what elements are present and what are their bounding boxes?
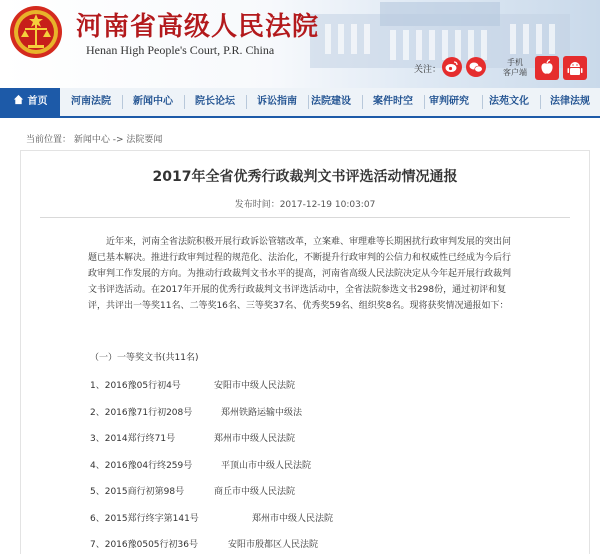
nav-item-news-center[interactable]: 新闻中心 — [133, 96, 173, 107]
android-icon[interactable] — [563, 56, 587, 80]
court-emblem-icon — [8, 4, 64, 60]
nav-item-laws-regulations[interactable]: 法律法规 — [550, 96, 590, 107]
home-icon — [13, 94, 24, 105]
site-header — [0, 0, 600, 88]
site-title: 河南省高级人民法院 — [76, 12, 320, 42]
article-title: 2017年全省优秀行政裁判文书评选活动情况通报 — [152, 169, 458, 185]
follow-label: 关注： — [414, 65, 442, 75]
mobile-label-line2: 客户端 — [503, 68, 527, 77]
main-nav — [0, 88, 600, 118]
nav-item-court-culture[interactable]: 法苑文化 — [489, 96, 529, 107]
nav-label-home: 首页 — [27, 96, 48, 107]
award-case-number: 3、2014郑行终71号 — [90, 434, 176, 444]
nav-item-litigation-guide[interactable]: 诉讼指南 — [257, 96, 297, 107]
award-case-number: 2、2016豫71行初208号 — [90, 408, 193, 418]
wechat-icon[interactable] — [466, 57, 486, 77]
section-heading: （一）一等奖文书(共11名) — [90, 353, 199, 363]
breadcrumb-prefix: 当前位置： — [26, 135, 72, 145]
award-court: 安阳市中级人民法院 — [214, 381, 296, 391]
apple-icon[interactable] — [535, 56, 559, 80]
mobile-label-line1: 手机 — [507, 58, 523, 67]
article-paragraph-text: 近年来，河南全省法院积极开展行政诉讼管辖改革，立案难、审理难等长期困扰行政审判发展的突出问题已基本解决。推进行政审判过程的规范化、法治化，不断提升行政审判的公信力和权威性已经成为今后行政审判工作发展的方向。为推动行政裁判文书水平的提高，河南省高级人民法院决定从今年起开展行政裁判文书评选活动。在2017年开展的优秀行政裁判文书评选活动中，全省法院参选文书298份，通过初评和复评，共评出一等奖11名、二等奖16名、三等奖37名、优秀奖59名、组织奖8名。现将获奖情况通报如下： — [88, 237, 512, 311]
award-case-number: 4、2016豫04行终259号 — [90, 461, 193, 471]
award-court: 郑州市中级人民法院 — [214, 434, 296, 444]
nav-item-president-forum[interactable]: 院长论坛 — [195, 96, 235, 107]
nav-item-home[interactable] — [0, 88, 60, 116]
nav-divider — [184, 95, 185, 109]
nav-item-henan-courts[interactable]: 河南法院 — [71, 96, 111, 107]
nav-item-trial-research[interactable]: 审判研究 — [429, 96, 469, 107]
breadcrumb-link-news-center[interactable]: 新闻中心 — [73, 135, 110, 145]
nav-divider — [246, 95, 247, 109]
breadcrumb-separator: -> — [109, 135, 127, 145]
award-case-number: 1、2016豫05行初4号 — [90, 381, 181, 391]
nav-divider — [122, 95, 123, 109]
award-case-number: 5、2015商行初第98号 — [90, 487, 185, 497]
nav-item-court-construction[interactable]: 法院建设 — [311, 96, 351, 107]
award-case-number: 7、2016豫0505行初36号 — [90, 540, 198, 550]
article-paragraph — [88, 234, 518, 314]
breadcrumb — [26, 132, 162, 145]
weibo-icon[interactable] — [442, 57, 462, 77]
nav-item-case-space[interactable]: 案件时空 — [373, 96, 413, 107]
award-court: 安阳市殷都区人民法院 — [228, 540, 319, 550]
site-subtitle: Henan High People's Court, P.R. China — [86, 43, 275, 57]
award-court: 郑州铁路运输中级法 — [221, 408, 303, 418]
award-case-number: 6、2015郑行终字第141号 — [90, 514, 199, 524]
publish-time: 发布时间：2017-12-19 10:03:07 — [234, 200, 376, 210]
nav-divider — [362, 95, 363, 109]
mobile-client-link[interactable] — [500, 55, 530, 81]
breadcrumb-link-court-news[interactable]: 法院要闻 — [126, 135, 163, 145]
award-court: 郑州市中级人民法院 — [252, 514, 334, 524]
award-court: 平顶山市中级人民法院 — [221, 461, 312, 471]
title-divider — [40, 217, 570, 218]
award-court: 商丘市中级人民法院 — [214, 487, 296, 497]
